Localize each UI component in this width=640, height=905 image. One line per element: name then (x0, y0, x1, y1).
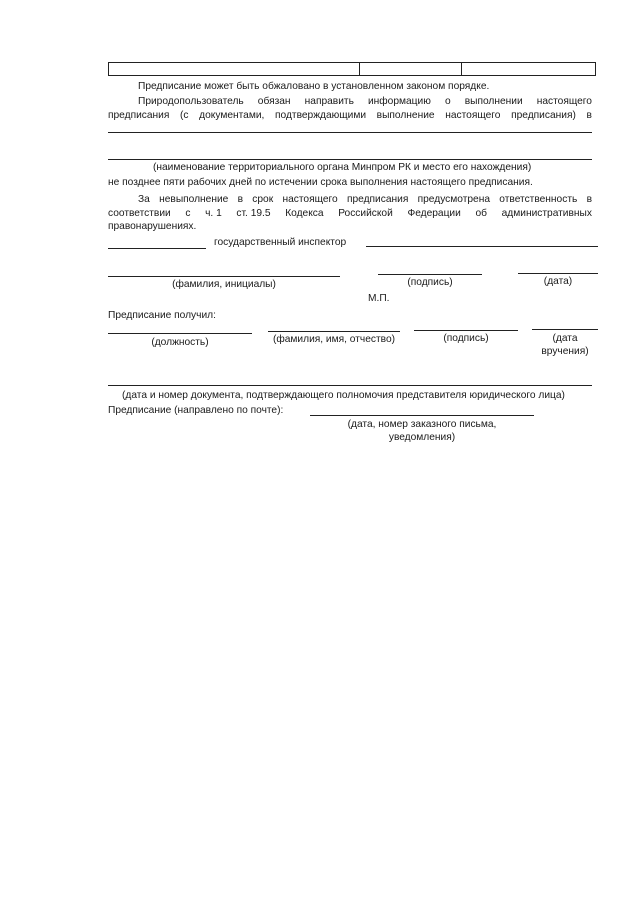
inspector-label: государственный инспектор (214, 237, 347, 248)
word: (с (180, 110, 189, 121)
word: настоящего (536, 96, 592, 107)
deadline-text: не позднее пяти рабочих дней по истечении срока выполнения настоящего предписания. (108, 177, 533, 188)
word: информацию (367, 96, 431, 107)
word: административных (501, 208, 592, 219)
word: подтверждающими (275, 110, 367, 121)
mailed-label: Предписание (направлено по почте): (108, 405, 284, 416)
word: документами, (199, 110, 265, 121)
para2-line3: правонарушениях. (108, 221, 197, 232)
caption-date-receipt-1: (дата (552, 333, 578, 344)
caption-territorial: (наименование территориального органа Минпром РК и место его нахождения) (153, 162, 532, 173)
caption-mail-2: уведомления) (388, 432, 456, 443)
word: обязан (257, 96, 291, 107)
word: направить (304, 96, 354, 107)
word: выполнении (464, 96, 523, 107)
caption-date-1: (дата) (543, 276, 573, 287)
received-label: Предписание получил: (108, 310, 216, 321)
inspector-name-line (366, 246, 598, 247)
date-line-1 (518, 273, 598, 274)
caption-authority-doc: (дата и номер документа, подтверждающего полномочия представителя юридического лица) (122, 390, 565, 401)
word: настоящего (445, 110, 501, 121)
word: ст. 19.5 (236, 208, 271, 219)
signature-line-1 (378, 274, 482, 275)
word: ч. 1 (205, 208, 222, 219)
word: предписания (108, 110, 170, 121)
word: предписания) (511, 110, 576, 121)
authority-doc-line (108, 385, 592, 386)
blank-line-territorial-2 (108, 159, 592, 160)
caption-fio-initials: (фамилия, инициалы) (172, 279, 276, 290)
word: в (237, 194, 244, 205)
table-divider (461, 63, 462, 75)
para1-line1 (138, 96, 592, 108)
word: с (185, 208, 191, 219)
caption-signature-1: (подпись) (407, 277, 453, 288)
word: в (586, 194, 592, 205)
word: Природопользователь (138, 96, 244, 107)
caption-date-receipt-2: вручения) (541, 346, 589, 357)
caption-position: (должность) (151, 337, 209, 348)
word: соответствии (108, 208, 171, 219)
appeal-note: Предписание может быть обжаловано в установленном законом порядке. (138, 81, 490, 92)
date-receipt-line (532, 329, 598, 330)
word: За (138, 194, 150, 205)
caption-signature-2: (подпись) (443, 333, 489, 344)
table-divider (359, 63, 360, 75)
word: срок (252, 194, 274, 205)
para2-line1 (138, 194, 592, 206)
word: об (475, 208, 487, 219)
signature-line-2 (414, 330, 518, 331)
word: ответственность (499, 194, 578, 205)
mail-info-line (310, 415, 534, 416)
para2-line2 (108, 208, 592, 220)
caption-fio-full: (фамилия, имя, отчество) (272, 334, 396, 345)
word: о (444, 96, 451, 107)
fio-full-line (268, 331, 400, 332)
fio-initials-line (108, 276, 340, 277)
table-fragment (108, 62, 596, 76)
inspector-prefix-line (108, 248, 206, 249)
para1-line2 (108, 110, 592, 122)
word: предписания (346, 194, 409, 205)
word: невыполнение (159, 194, 229, 205)
word: Федерации (407, 208, 461, 219)
caption-mail-1: (дата, номер заказного письма, (347, 419, 497, 430)
word: предусмотрена (417, 194, 491, 205)
stamp-mark: М.П. (368, 293, 390, 304)
word: выполнение (376, 110, 435, 121)
word: в (586, 110, 592, 121)
word: Российской (338, 208, 393, 219)
position-line (108, 333, 252, 334)
word: Кодекса (285, 208, 324, 219)
word: настоящего (282, 194, 338, 205)
blank-line-territorial-1 (108, 132, 592, 133)
